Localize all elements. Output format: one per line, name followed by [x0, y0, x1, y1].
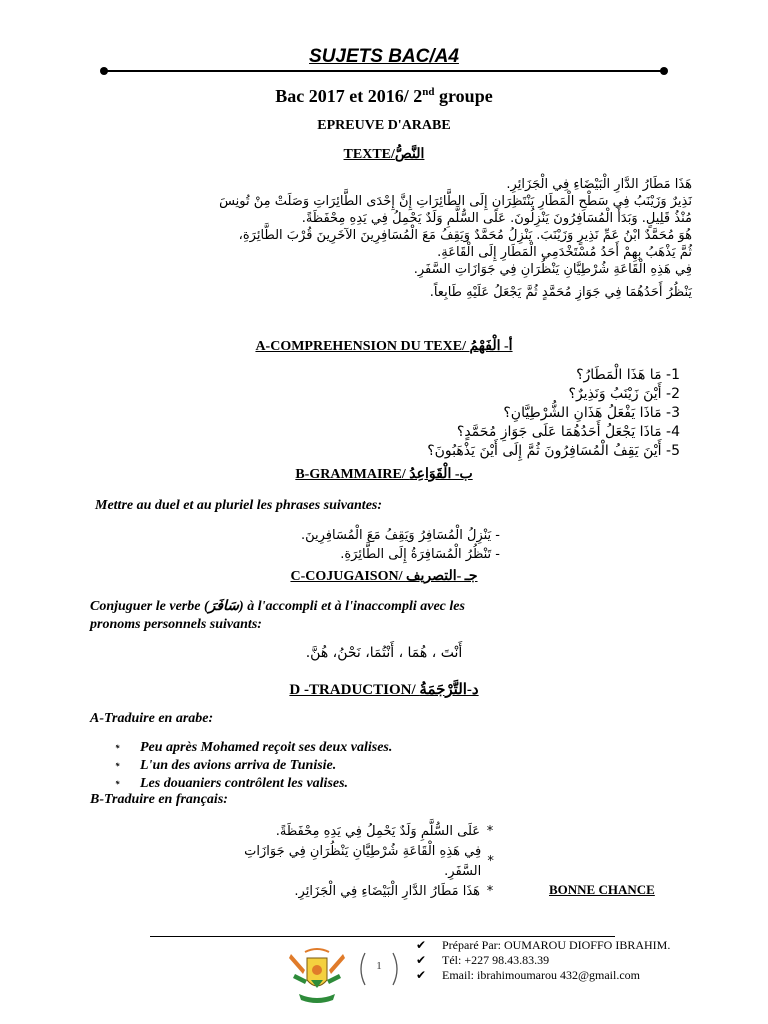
info-line: ✔ Préparé Par: OUMAROU DIOFFO IBRAHIM.	[416, 938, 671, 952]
list-item: * فِي هَذِهِ الْقَاعَةِ شُرْطِيَّانِ يَنْظُرَانِ فِي جَوَازَاتِ السَّفَرِ.	[220, 842, 500, 882]
grammaire-heading: B-GRAMMAIRE/ ب- الْقَوَاعِدُ	[295, 467, 473, 482]
page-number: 1	[376, 960, 382, 972]
check-icon: ✔	[416, 968, 427, 982]
comprehension-questions	[300, 366, 680, 461]
author-info	[416, 938, 670, 983]
conjugaison-heading: C-COJUGAISON/ جـ -التصريف	[290, 569, 478, 584]
niger-coat-of-arms-icon	[285, 944, 349, 1008]
page-number-box	[355, 949, 403, 989]
grammaire-phrases	[200, 526, 500, 564]
translate-to-french-label: B-Traduire en français:	[90, 792, 228, 807]
text-line: فِي هَذِهِ الْقَاعَةِ شُرْطِيَّانِ يَنْظُرَانِ فِي جَوَازَاتِ السَّفَرِ.	[413, 262, 692, 277]
bullet-icon: *	[487, 854, 494, 869]
info-line: ✔ Tél: +227 98.43.83.39	[416, 953, 550, 967]
text-line: يَنْظُرُ أَحَدُهُمَا فِي جَوَازِ مُحَمَّدٍ ثُمَّ يَجْعَلُ عَلَيْهِ طَابِعاً.	[429, 285, 692, 300]
list-item: * Peu après Mohamed reçoit ses deux valises.	[115, 740, 393, 755]
grammaire-instruction: Mettre au duel et au pluriel les phrases suivantes:	[95, 498, 383, 513]
list-item: * Les douaniers contrôlent les valises.	[115, 776, 349, 791]
conjugaison-instruction	[90, 598, 690, 634]
instruction-line: pronoms personnels suivants:	[90, 617, 262, 632]
bullet-icon: *	[115, 743, 120, 753]
french-sentences	[115, 739, 392, 793]
phrase-item: - يَنْزِلُ الْمُسَافِرُ وَيَقِفُ مَعَ الْمُسَافِرِينَ.	[300, 528, 500, 543]
list-item: * عَلَى السُّلَّمِ وَلَدٌ يَحْمِلُ فِي يَدِهِ مِحْفَظَةً.	[220, 822, 500, 842]
bullet-icon: *	[486, 824, 494, 839]
question-item: 5- أَيْنَ يَقِفُ الْمُسَافِرُونَ ثُمَّ إِلَى أَيْنَ يَذْهَبُونَ؟	[427, 443, 680, 459]
arabic-text-block	[92, 176, 692, 301]
text-line: مُنْذُ قَلِيلٍ. وَبَدَأَ الْمُسَافِرُونَ يَنْزِلُونَ. عَلَى السُّلَّمِ وَلَدٌ يَحْمِلُ فِي يَدِهِ مِحْفَظَةً.	[301, 211, 692, 226]
list-item: * هَذَا مَطَارُ الدَّارِ الْبَيْضَاءِ فِي الْجَزَائِرِ.	[220, 882, 500, 902]
subtitle-main: Bac 2017 et 2016/ 2	[275, 86, 423, 106]
text-line: نَذِيرٌ وَزَيْنَبُ فِي سَطْحِ الْمَطَارِ يَنْتَظِرَانِ إِلَى الطَّائِرَاتِ إِنَّ إِحْدَى الطَّائِرَاتِ وَصَلَتْ مِنْ تُونِسَ	[219, 194, 692, 209]
text-line: ثُمَّ يَذْهَبُ بِهِمْ أَحَدُ مُسْتَخْدَمِي الْمَطَارِ إِلَى الْقَاعَةِ.	[437, 245, 692, 260]
question-item: 4- مَاذَا يَجْعَلُ أَحَدُهُمَا عَلَى جَوَازِ مُحَمَّدٍ؟	[456, 424, 680, 440]
list-item: * L'un des avions arriva de Tunisie.	[115, 758, 337, 773]
subtitle-sup: nd	[422, 86, 435, 98]
question-item: 1- مَا هَذَا الْمَطَارُ؟	[576, 367, 680, 383]
instruction-line: Conjuguer le verbe (سَافَرَ) à l'accompli et à l'inaccompli avec les	[90, 599, 465, 614]
bullet-icon: *	[115, 779, 120, 789]
title-divider	[104, 70, 664, 72]
texte-heading: TEXTE/النَّصُّ	[343, 147, 425, 162]
check-icon: ✔	[416, 953, 427, 967]
epreuve-label: EPREUVE D'ARABE	[317, 118, 451, 133]
bullet-icon: *	[115, 761, 120, 771]
traduction-heading: D -TRADUCTION/ د-التَّرْجَمَةُ	[289, 682, 479, 698]
exam-subtitle	[0, 86, 768, 107]
phrase-item: - تَنْظُرُ الْمُسَافِرَةُ إِلَى الطَّائِرَةِ.	[340, 547, 500, 562]
translate-to-arabic-label: A-Traduire en arabe:	[90, 711, 214, 726]
page-title: SUJETS BAC/A4	[309, 46, 459, 67]
text-line: هُوَ مُحَمَّدٌ ابْنُ عَمِّ نَذِيرٍ وَزَيْنَبَ. يَنْزِلُ مُحَمَّدٌ وَيَقِفُ مَعَ الْمُسَافِرِينَ الآخَرِينَ قُرْبَ الطَّائِرَةِ،	[238, 228, 692, 243]
closing-wish: BONNE CHANCE	[549, 882, 655, 897]
comprehension-heading: A-COMPREHENSION DU TEXE/ أ- الْفَهْمُ	[255, 339, 513, 354]
subtitle-end: groupe	[434, 86, 493, 106]
pronouns-list: أَنْتَ ، هُمَا ، أَنْتُمَا، نَحْنُ، هُنَّ.	[305, 645, 463, 661]
check-icon: ✔	[416, 938, 427, 952]
question-item: 3- مَاذَا يَفْعَلُ هَذَانِ الشُّرْطِيَّانِ؟	[503, 405, 680, 421]
question-item: 2- أَيْنَ زَيْنَبُ وَنَذِيرٌ؟	[568, 386, 680, 402]
bullet-icon: *	[486, 884, 494, 899]
arabic-sentences	[220, 822, 500, 902]
footer-divider	[150, 936, 615, 937]
info-line: ✔ Email: ibrahimoumarou 432@gmail.com	[416, 968, 641, 982]
text-line: هَذَا مَطَارُ الدَّارِ الْبَيْضَاءِ فِي الْجَزَائِرِ.	[506, 177, 692, 192]
